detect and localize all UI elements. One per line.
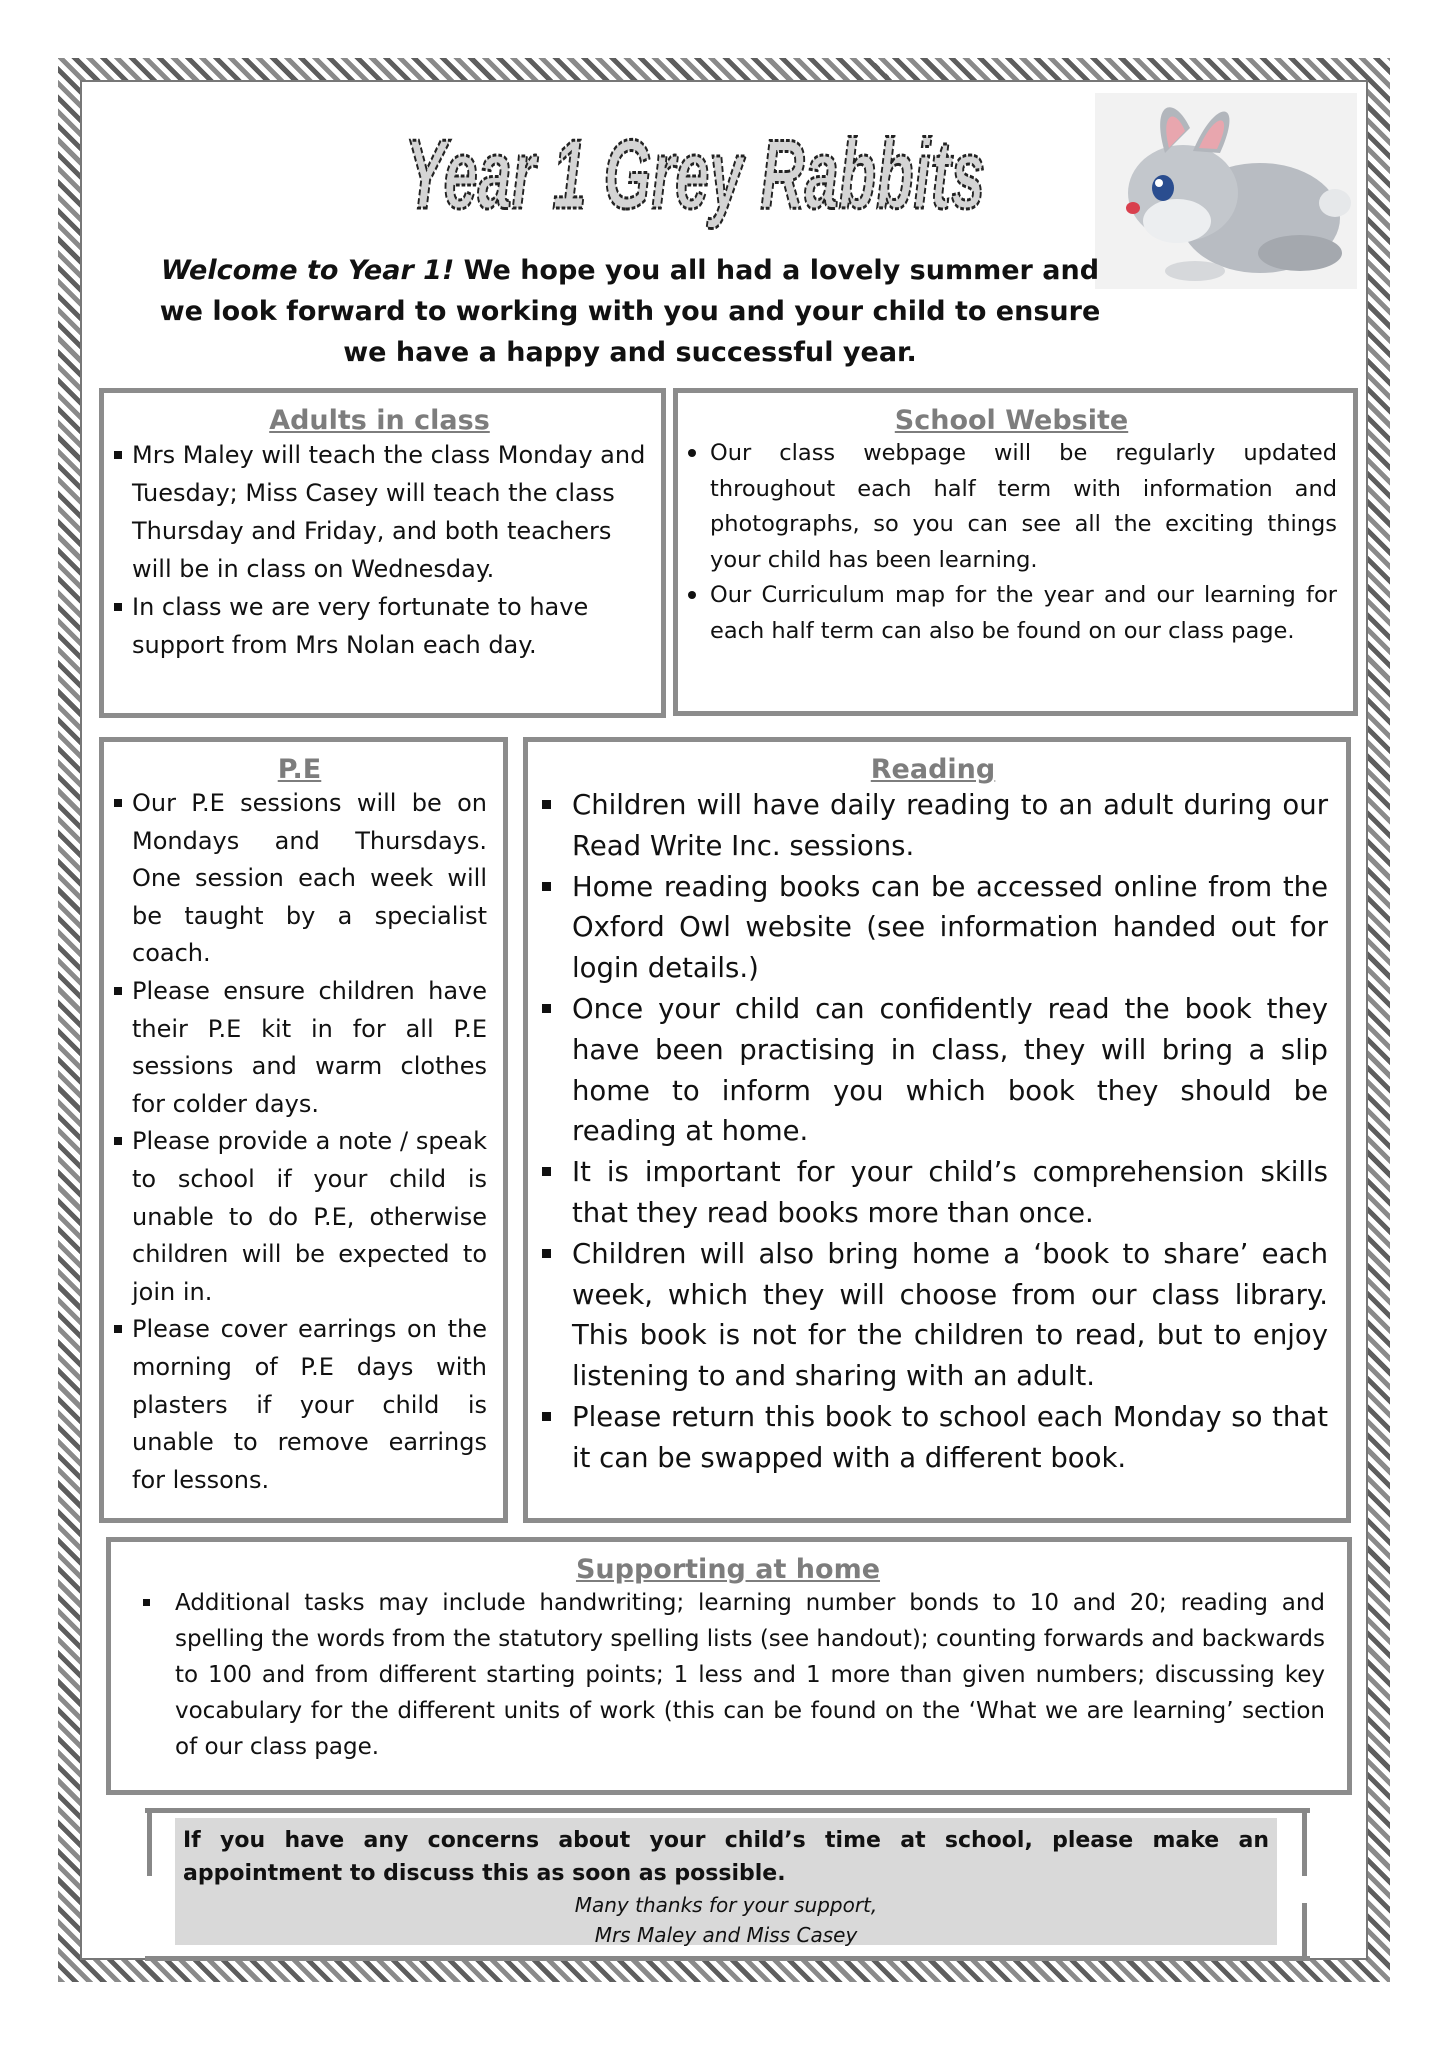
divider <box>1302 1808 1307 1876</box>
welcome-text: We hope you all had a lovely summer and we look forward to working with you and your child to ensure we have a happy and successful year. <box>159 255 1101 368</box>
list-item: Our Curriculum map for the year and our learning for each half term can also be found on our class page. <box>686 578 1337 649</box>
supporting-at-home-section <box>106 1537 1352 1795</box>
adults-list <box>112 436 647 664</box>
divider <box>145 1808 1310 1813</box>
list-item: Children will also bring home a ‘book to share’ each week, which they will choose from our class library. This book is not for the children to read, but to enjoy listening to and sharing with an adult. <box>538 1234 1328 1397</box>
divider <box>147 1808 152 1876</box>
list-item: It is important for your child’s comprehension skills that they read books more than once. <box>538 1152 1328 1234</box>
reading-section <box>523 737 1351 1523</box>
list-item: Please ensure children have their P.E kit in for all P.E sessions and warm clothes for colder days. <box>112 973 487 1123</box>
adults-title: Adults in class <box>269 405 490 436</box>
reading-list <box>538 785 1328 1479</box>
support-title: Supporting at home <box>575 1554 881 1585</box>
list-item: Home reading books can be accessed online from the Oxford Owl website (see information handed out for login details.) <box>538 867 1328 989</box>
thanks-line: Many thanks for your support, <box>574 1893 878 1917</box>
list-item: Additional tasks may include handwriting; learning number bonds to 10 and 20; reading and spelling the words from the statutory spelling lists (see handout); counting forwards and backwards to 100 and from different starting points; 1 less and 1 more than given numbers; discussing key vocabulary for the different units of work (this can be found on the ‘What we are learning’ section of our class page. <box>131 1585 1325 1765</box>
page-title <box>395 108 995 229</box>
title-wordart <box>395 108 995 229</box>
signoff-line: Mrs Maley and Miss Casey <box>594 1923 858 1947</box>
concerns-panel <box>175 1818 1277 1945</box>
list-item: Once your child can confidently read the book they have been practising in class, they will bring a slip home to inform you which book they should be reading at home. <box>538 989 1328 1152</box>
concerns-text: If you have any concerns about your child’s time at school, please make an appointment to discuss this as soon as possible. <box>183 1828 1269 1886</box>
list-item: Our P.E sessions will be on Mondays and Thursdays. One session each week will be taught by a specialist coach. <box>112 785 487 973</box>
list-item: Please provide a note / speak to school if your child is unable to do P.E, otherwise children will be expected to join in. <box>112 1123 487 1311</box>
pe-list <box>112 785 487 1499</box>
support-list <box>131 1585 1325 1765</box>
title-text: Year 1 Grey Rabbits <box>405 119 985 229</box>
concerns-section <box>145 1808 1310 1961</box>
pe-section <box>99 737 508 1523</box>
list-item: Our class webpage will be regularly updated throughout each half term with information and photographs, so you can see all the exciting things your child has been learning. <box>686 436 1337 578</box>
website-list <box>686 436 1337 649</box>
divider <box>145 1956 1310 1961</box>
pe-title: P.E <box>277 754 322 785</box>
reading-title: Reading <box>870 754 996 785</box>
list-item: Please cover earrings on the morning of P.E days with plasters if your child is unable to remove earrings for lessons. <box>112 1311 487 1499</box>
school-website-section <box>673 388 1358 716</box>
welcome-message <box>150 250 1110 373</box>
divider <box>1302 1903 1307 1961</box>
list-item: Children will have daily reading to an adult during our Read Write Inc. sessions. <box>538 785 1328 867</box>
list-item: Please return this book to school each Monday so that it can be swapped with a different book. <box>538 1397 1328 1479</box>
welcome-lead: Welcome to Year 1! <box>160 255 455 286</box>
website-title: School Website <box>894 405 1129 436</box>
list-item: Mrs Maley will teach the class Monday and Tuesday; Miss Casey will teach the class Thursday and Friday, and both teachers will be in class on Wednesday. <box>112 436 647 588</box>
rabbit-illustration <box>1095 93 1357 289</box>
adults-in-class-section <box>99 388 666 718</box>
list-item: In class we are very fortunate to have support from Mrs Nolan each day. <box>112 588 647 664</box>
